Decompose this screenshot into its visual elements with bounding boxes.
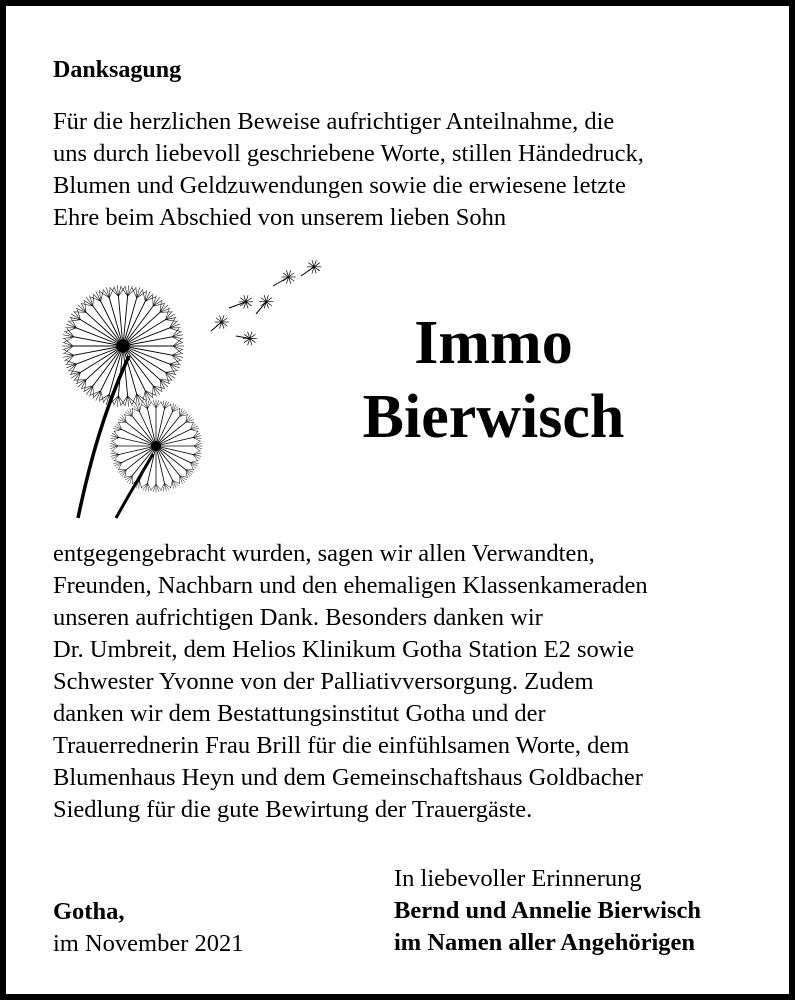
intro-line: uns durch liebevoll geschriebene Worte, stillen Händedruck, xyxy=(53,140,644,167)
body-line: entgegengebracht wurden, sagen wir allen Verwandten, xyxy=(53,540,595,567)
intro-line: Ehre beim Abschied von unserem lieben Sohn xyxy=(53,204,507,231)
signature-place: Gotha, xyxy=(53,898,125,925)
body-line: Siedlung für die gute Bewirtung der Trauergäste. xyxy=(53,796,533,823)
body-line: Trauerrednerin Frau Brill für die einfühlsamen Worte, dem xyxy=(53,732,630,759)
deceased-last-name: Bierwisch xyxy=(362,383,625,451)
body-line: Schwester Yvonne von der Palliativversorgung. Zudem xyxy=(53,668,594,695)
deceased-first-name: Immo xyxy=(414,309,573,377)
deceased-name xyxy=(306,306,681,454)
body-line: Freunden, Nachbarn und den ehemaligen Klassenkameraden xyxy=(53,572,648,599)
signature-memory: In liebevoller Erinnerung xyxy=(394,865,642,892)
body-line: Dr. Umbreit, dem Helios Klinikum Gotha Station E2 sowie xyxy=(53,636,635,663)
intro-paragraph xyxy=(53,106,644,234)
intro-line: Blumen und Geldzuwendungen sowie die erwiesene letzte xyxy=(53,172,626,199)
body-paragraph xyxy=(53,538,648,826)
signature-family: im Namen aller Angehörigen xyxy=(394,929,696,956)
body-line: danken wir dem Bestattungsinstitut Gotha und der xyxy=(53,700,546,727)
intro-line: Für die herzlichen Beweise aufrichtiger Anteilnahme, die xyxy=(53,108,615,135)
heading: Danksagung xyxy=(53,57,182,83)
place-date xyxy=(53,866,244,960)
body-line: Blumenhaus Heyn und dem Gemeinschaftshaus Goldbacher xyxy=(53,764,643,791)
signature-block xyxy=(394,863,701,959)
body-line: unseren aufrichtigen Dank. Besonders danken wir xyxy=(53,604,543,631)
signature-date: im November 2021 xyxy=(53,930,244,957)
signature-names: Bernd und Annelie Bierwisch xyxy=(394,897,701,924)
